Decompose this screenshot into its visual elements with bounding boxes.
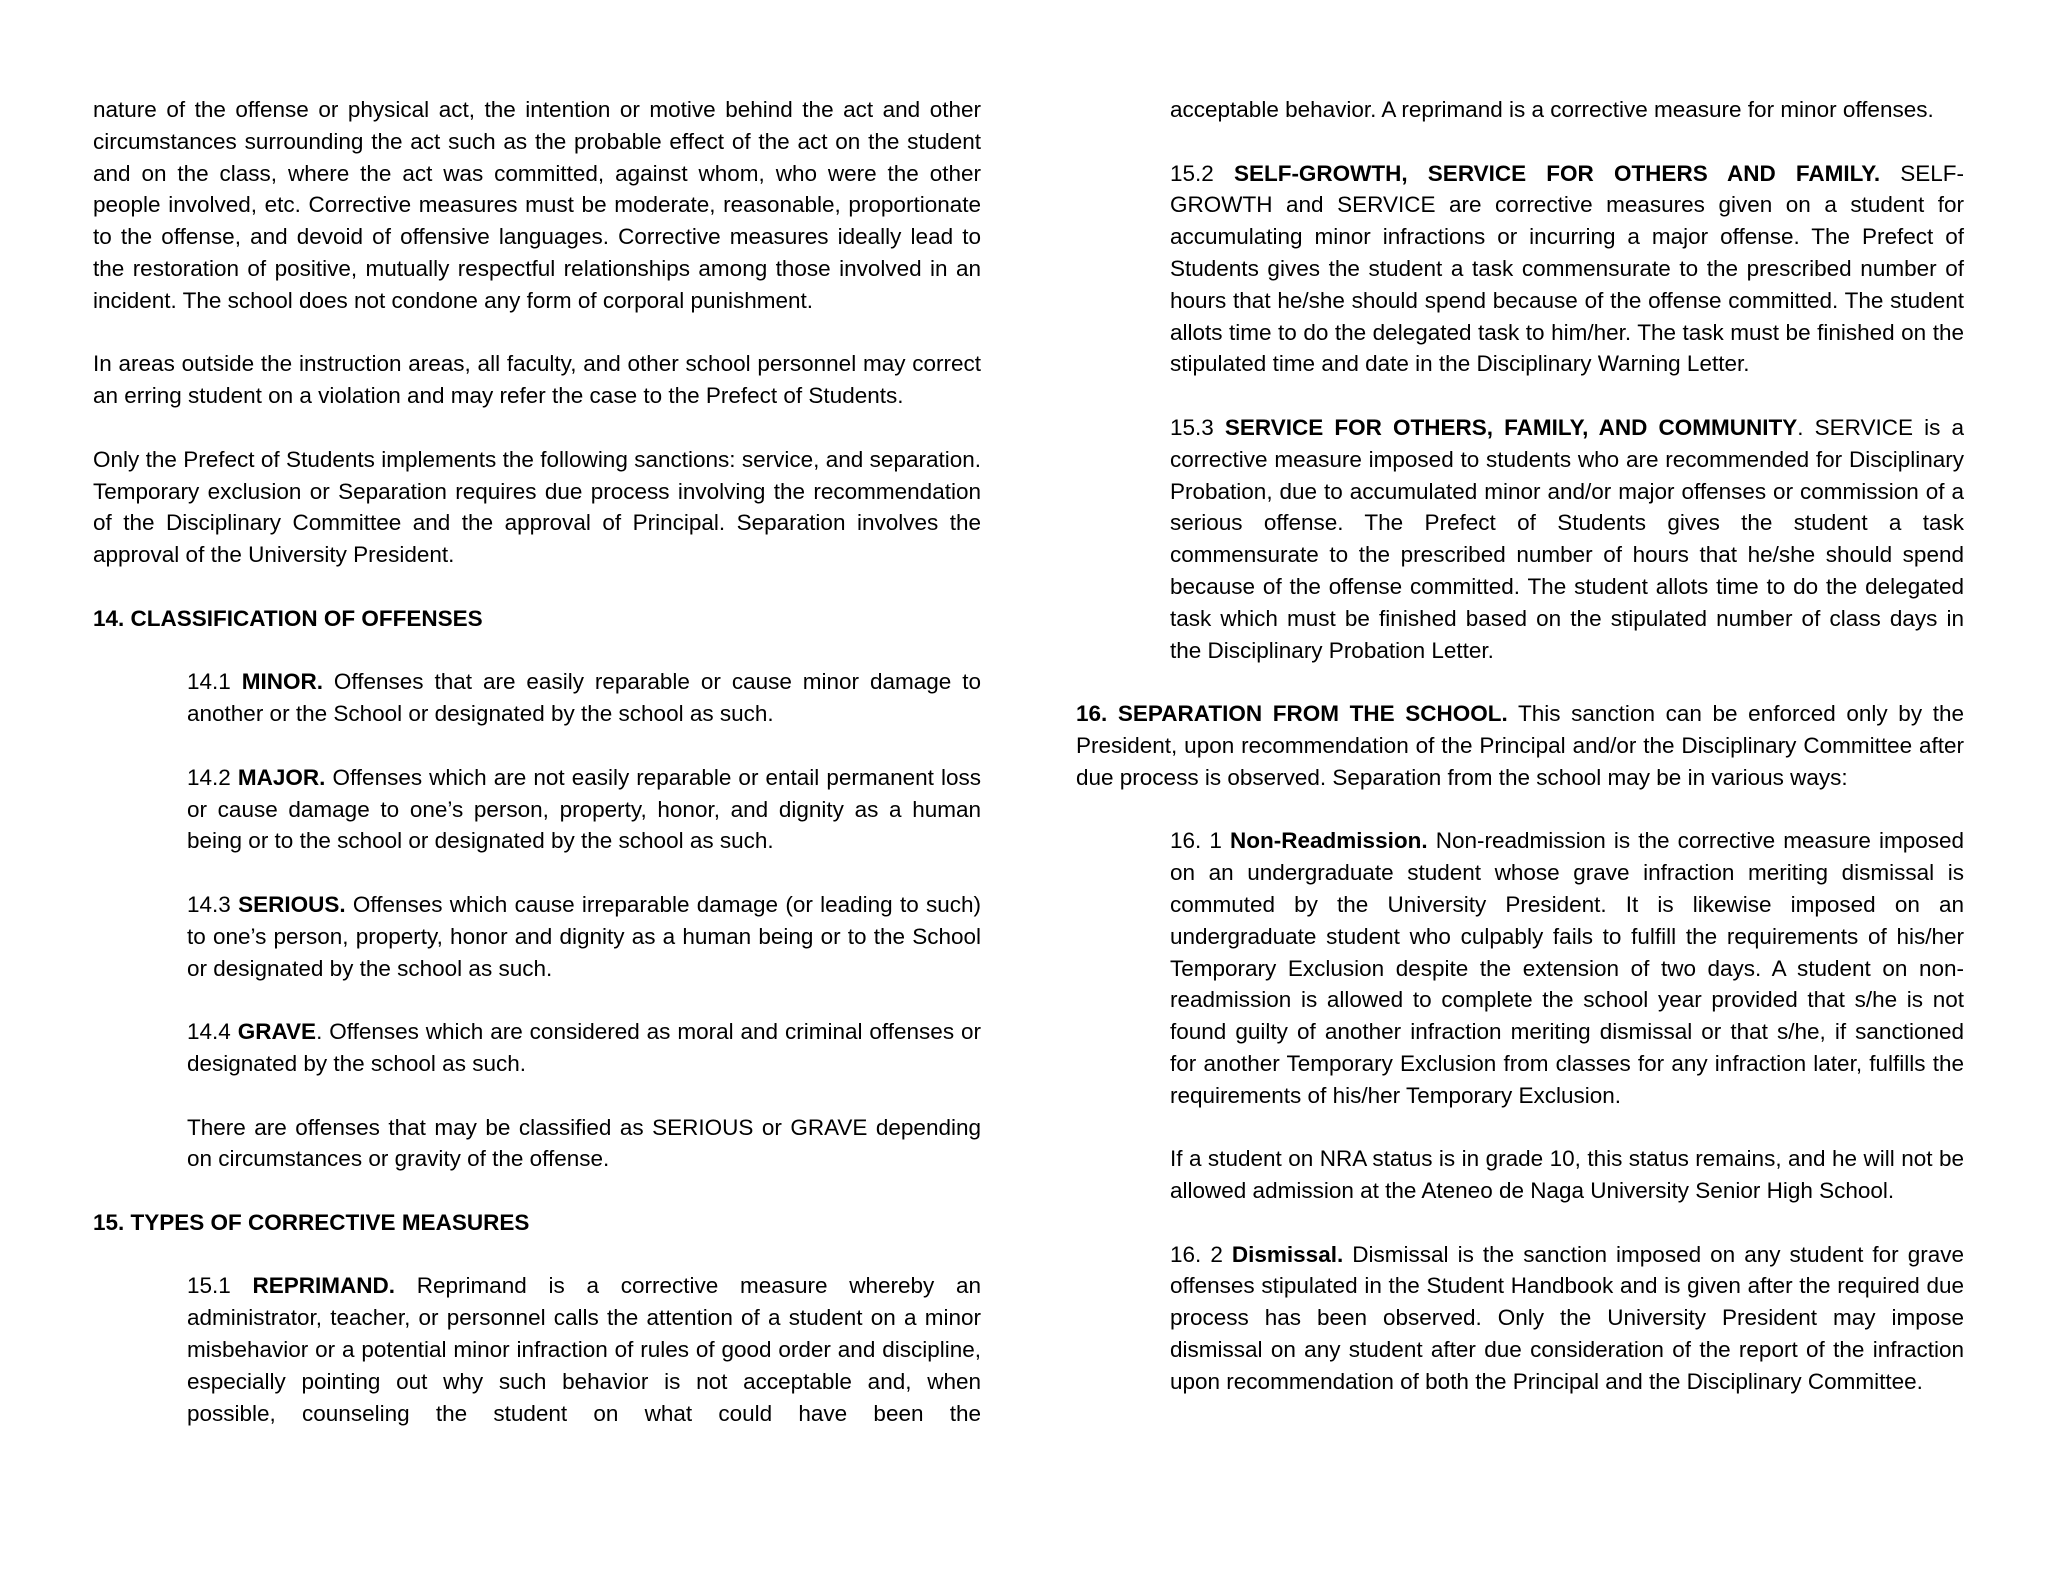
item-15-1-term: REPRIMAND. [252, 1273, 396, 1299]
section-16 [1076, 698, 1964, 793]
item-14-3-number: 14.3 [187, 891, 239, 917]
item-16-1-term: Non-Readmission. [1230, 828, 1428, 854]
intro-paragraph: nature of the offense or physical act, the intention or motive behind the act and other circumstances surrounding the act such as the probable effect of the act on the student and on the class, where the act was committed, against whom, who were the other people involved, etc. Corrective measures must be moderate, reasonable, proportionate to the offense, and devoid of offensive languages. Corrective measures ideally lead to the restoration of positive, mutually respectful relationships among those involved in an incident. The school does not condone any form of corporal punishment. [93, 97, 981, 313]
item-16-1-text: Non-readmission is the corrective measure imposed on an undergraduate student whose grave infraction meriting dismissal is commuted by the University President. It is likewise imposed on an undergraduate student who culpably fails to fulfill the requirements of his/her Temporary Exclusion despite the extension of two days. A student on non-readmission is allowed to complete the school year provided that s/he is not found guilty of another infraction meriting dismissal or that s/he, if sanctioned for another Temporary Exclusion from classes for any infraction later, fulfills the requirements of his/her Temporary Exclusion. [1170, 828, 1965, 1108]
item-14-3 [187, 889, 981, 984]
item-15-3-term: SERVICE FOR OTHERS, FAMILY, AND COMMUNITY [1224, 414, 1798, 440]
item-15-2 [1170, 158, 1964, 381]
item-16-2-term: Dismissal. [1231, 1241, 1344, 1267]
nra-note: If a student on NRA status is in grade 10, this status remains, and he will not be allowed admission at the Ateneo de Naga University Senior High School. [1170, 1146, 1964, 1204]
section-15-heading: 15. TYPES OF CORRECTIVE MEASURES [93, 1209, 530, 1235]
item-14-2-text: Offenses which are not easily reparable or entail permanent loss or cause damage to one’s person, property, honor, and dignity as a human being or to the school or designated by the school as such. [187, 764, 982, 854]
item-15-3 [1170, 412, 1964, 666]
right-column [1076, 94, 1964, 1429]
section-16-text: This sanction can be enforced only by the President, upon recommendation of the Principal and/or the Disciplinary Committee after due process is observed. Separation from the school may be in various ways: [1076, 701, 1964, 790]
item-14-1-number: 14.1 [187, 669, 242, 695]
item-15-2-text: SELF-GROWTH and SERVICE are corrective measures given on a student for accumulating minor infractions or incurring a major offense. The Prefect of Students gives the student a task commensurate to the prescribed number of hours that he/she should spend because of the offense committed. The student allots time to do the delegated task to him/her. The task must be finished on the stipulated time and date in the Disciplinary Warning Letter. [1170, 160, 1964, 377]
section-14-note: There are offenses that may be classified as SERIOUS or GRAVE depending on circumstances or gravity of the offense. [187, 1114, 981, 1172]
item-15-1-number: 15.1 [187, 1273, 253, 1299]
item-16-1 [1170, 825, 1964, 1111]
prefect-sanctions-paragraph: Only the Prefect of Students implements the following sanctions: service, and separation. Temporary exclusion or Separation requires due process involving the recommendation of the Disciplinary Committee and the approval of Principal. Separation involves the approval of the University President. [93, 446, 981, 568]
left-column [93, 94, 981, 1461]
item-14-2-term: MAJOR. [237, 764, 326, 790]
item-14-1-term: MINOR. [241, 669, 323, 695]
item-15-2-term: SELF-GROWTH, SERVICE FOR OTHERS AND FAMILY. [1233, 160, 1881, 186]
item-14-2-number: 14.2 [187, 764, 238, 790]
item-14-3-term: SERIOUS. [238, 891, 346, 917]
faculty-correction-paragraph: In areas outside the instruction areas, all faculty, and other school personnel may correct an erring student on a violation and may refer the case to the Prefect of Students. [93, 351, 981, 409]
item-14-1 [187, 666, 981, 730]
item-15-2-number: 15.2 [1170, 160, 1234, 186]
item-15-3-text: . SERVICE is a corrective measure imposed to students who are recommended for Disciplinary Probation, due to accumulated minor and/or major offenses or commission of a serious offense. The Prefect of Students gives the student a task commensurate to the prescribed number of hours that he/she should spend because of the offense committed. The student allots time to do the delegated task which must be finished based on the stipulated number of class days in the Disciplinary Probation Letter. [1170, 414, 1965, 663]
item-16-2-text: Dismissal is the sanction imposed on any student for grave offenses stipulated in the Student Handbook and is given after the required due process has been observed. Only the University President may impose dismissal on any student after due consideration of the report of the infraction upon recommendation of both the Principal and the Disciplinary Committee. [1170, 1241, 1964, 1394]
item-16-2 [1170, 1239, 1964, 1398]
item-14-4 [187, 1016, 981, 1080]
item-14-3-text: Offenses which cause irreparable damage (or leading to such) to one’s person, property, honor and dignity as a human being or to the School or designated by the school as such. [187, 891, 981, 981]
item-15-1-continued: acceptable behavior. A reprimand is a corrective measure for minor offenses. [1170, 97, 1934, 122]
item-14-4-term: GRAVE [237, 1019, 317, 1045]
section-16-heading: 16. SEPARATION FROM THE SCHOOL. [1076, 701, 1508, 727]
item-14-1-text: Offenses that are easily reparable or cause minor damage to another or the School or designated by the school as such. [187, 669, 982, 727]
item-15-3-number: 15.3 [1170, 414, 1225, 440]
item-14-4-text: . Offenses which are considered as moral and criminal offenses or designated by the school as such. [187, 1019, 981, 1076]
item-16-2-number: 16. 2 [1170, 1241, 1232, 1267]
section-14-heading: 14. CLASSIFICATION OF OFFENSES [93, 605, 483, 631]
item-15-1-text: Reprimand is a corrective measure whereby an administrator, teacher, or personnel calls the attention of a student on a minor misbehavior or a potential minor infraction of rules of good order and discipline, especially pointing out why such behavior is not acceptable and, when possible, counseling the student on what could have been the [187, 1273, 981, 1426]
item-14-4-number: 14.4 [187, 1019, 238, 1045]
item-16-1-number: 16. 1 [1170, 828, 1231, 854]
item-15-1 [187, 1270, 981, 1429]
item-14-2 [187, 762, 981, 857]
